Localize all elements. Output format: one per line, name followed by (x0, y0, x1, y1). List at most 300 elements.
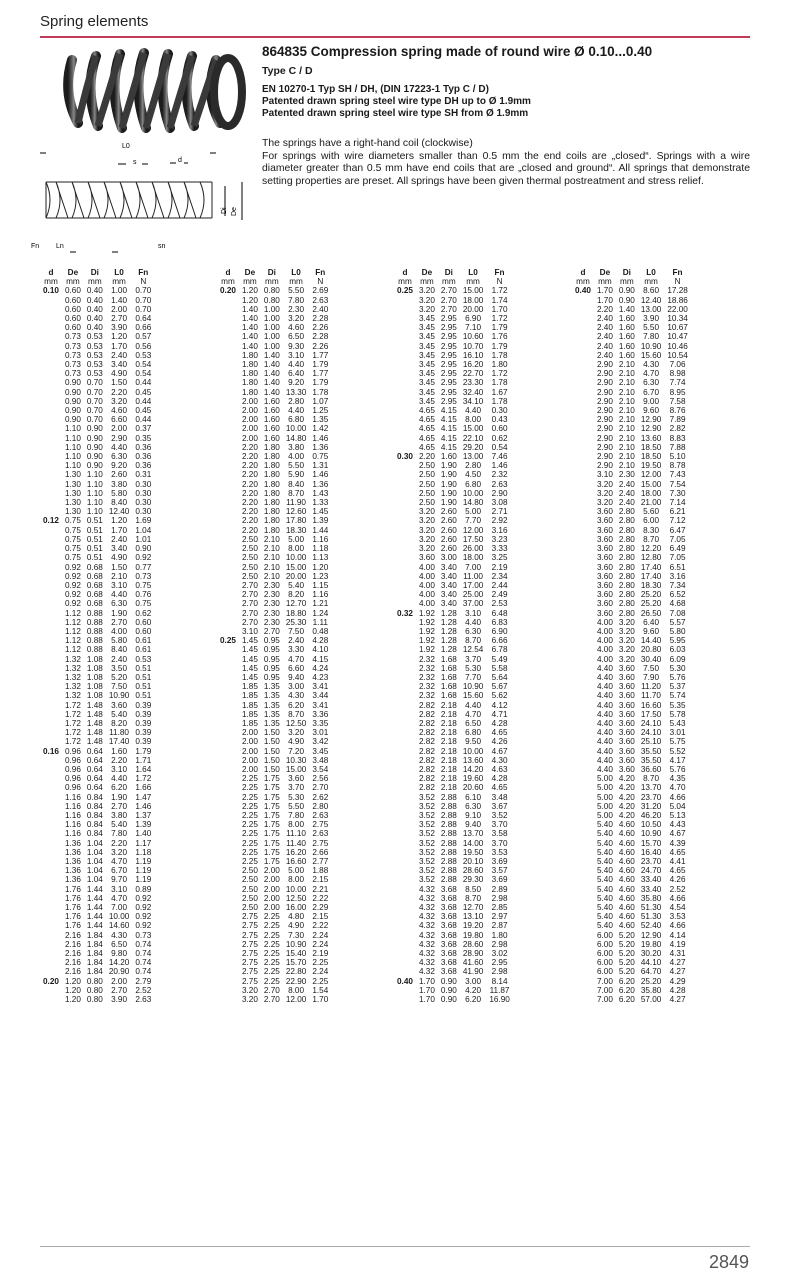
table-cell: 11.40 (286, 838, 306, 848)
table-cell (40, 526, 62, 535)
table-cell: 8.00 (288, 875, 305, 885)
table-cell (217, 507, 239, 516)
table-cell: 10.00 (285, 884, 307, 894)
table-cell: 0.92 (64, 580, 81, 590)
table-cell: 2.75 (312, 838, 329, 848)
table-cell (394, 314, 416, 323)
table-cell: 14.80 (285, 433, 307, 443)
table-cell: 6.90 (491, 626, 508, 636)
table-row (40, 903, 154, 912)
table-cell: 2.30 (263, 580, 280, 590)
table-cell: 1.50 (263, 764, 280, 774)
table-cell: 9.30 (288, 341, 305, 351)
table-row (40, 839, 154, 848)
table-cell: 3.20 (241, 985, 258, 995)
table-cell: 2.00 (111, 424, 128, 434)
table-cell: 2.56 (312, 774, 329, 784)
table-cell (40, 572, 62, 581)
spring-table (217, 268, 331, 1004)
table-cell: 1.60 (618, 314, 635, 324)
table-cell: 5.00 (596, 774, 613, 784)
column-unit: mm (88, 277, 102, 287)
table-row (217, 894, 331, 903)
spec-standard: EN 10270-1 Typ SH / DH, (DIN 17223-1 Typ C / D) (262, 84, 489, 95)
table-cell: 3.10 (111, 764, 128, 774)
table-row (572, 756, 691, 765)
table-cell: 3.20 (111, 396, 128, 406)
table-cell: 15.70 (285, 958, 307, 968)
table-row (40, 875, 154, 884)
table-cell (217, 314, 239, 323)
table-cell (217, 378, 239, 387)
table-cell (40, 369, 62, 378)
table-cell: 0.92 (135, 893, 152, 903)
table-row (40, 443, 154, 452)
table-row (217, 332, 331, 341)
table-cell: 12.00 (640, 470, 662, 480)
table-cell: 7.30 (288, 930, 305, 940)
table-cell (217, 526, 239, 535)
table-cell: 4.90 (288, 737, 305, 747)
table-cell: 1.36 (312, 442, 329, 452)
table-cell (40, 728, 62, 737)
table-row (40, 351, 154, 360)
table-header-row (572, 268, 691, 277)
table-cell: 5.30 (465, 663, 482, 673)
table-cell: 2.50 (241, 571, 258, 581)
table-row (572, 590, 691, 599)
table-header-row (217, 268, 331, 277)
table-cell: 3.52 (491, 810, 508, 820)
table-cell: 3.68 (440, 949, 457, 959)
table-cell: 4.28 (312, 636, 329, 646)
table-cell: 0.90 (86, 442, 103, 452)
table-row (394, 774, 513, 783)
table-cell: 5.30 (669, 663, 686, 673)
table-cell: 2.00 (241, 728, 258, 738)
table-cell: 10.00 (285, 553, 307, 563)
table-cell: 1.40 (135, 829, 152, 839)
table-cell: 3.10 (288, 350, 305, 360)
table-cell: 2.10 (618, 452, 635, 462)
table-cell: 4.40 (596, 663, 613, 673)
table-cell (40, 535, 62, 544)
table-cell: 4.60 (618, 838, 635, 848)
table-cell: 10.34 (667, 314, 688, 324)
table-cell (572, 885, 594, 894)
column-unit: mm (576, 277, 590, 287)
table-cell (572, 765, 594, 774)
table-row (217, 314, 331, 323)
table-cell (40, 737, 62, 746)
table-cell: 2.25 (263, 930, 280, 940)
table-row (394, 664, 513, 673)
table-cell: 8.83 (669, 433, 686, 443)
table-cell (217, 811, 239, 820)
table-cell: 6.50 (465, 718, 482, 728)
table-row (40, 627, 154, 636)
table-row (217, 701, 331, 710)
column-header: Di (444, 268, 453, 277)
table-row (572, 378, 691, 387)
table-cell: 2.88 (440, 866, 457, 876)
table-cell: 1.88 (312, 866, 329, 876)
table-cell (394, 829, 416, 838)
table-cell (217, 691, 239, 700)
table-cell (572, 894, 594, 903)
table-cell (572, 360, 594, 369)
table-row (572, 903, 691, 912)
table-cell: 1.76 (64, 912, 81, 922)
table-cell: 3.53 (491, 847, 508, 857)
table-cell: 2.00 (241, 415, 258, 425)
table-cell: 1.79 (491, 341, 508, 351)
table-cell: 2.70 (263, 985, 280, 995)
table-row (394, 691, 513, 700)
table-cell: 1.60 (263, 415, 280, 425)
table-cell: 1.10 (86, 488, 103, 498)
table-cell: 24.70 (640, 866, 662, 876)
column-header: Fn (315, 268, 326, 277)
table-cell: 2.82 (418, 728, 435, 738)
table-row (40, 526, 154, 535)
table-cell: 3.40 (440, 580, 457, 590)
table-cell: 0.90 (618, 295, 635, 305)
table-cell (217, 424, 239, 433)
table-cell (394, 967, 416, 976)
table-cell (217, 581, 239, 590)
table-cell: 2.24 (312, 939, 329, 949)
table-cell: 1.28 (440, 645, 457, 655)
table-cell: 1.36 (64, 866, 81, 876)
table-cell: 1.07 (312, 396, 329, 406)
table-row (572, 664, 691, 673)
table-cell: 3.52 (418, 801, 435, 811)
table-cell (572, 516, 594, 525)
table-cell: 11.70 (641, 691, 661, 701)
table-cell (40, 581, 62, 590)
table-cell: 2.70 (440, 304, 457, 314)
table-row (40, 424, 154, 433)
table-row (572, 296, 691, 305)
table-cell: 2.00 (263, 875, 280, 885)
table-row (572, 342, 691, 351)
table-cell (572, 903, 594, 912)
table-cell: 0.92 (135, 912, 152, 922)
table-cell: 3.60 (596, 525, 613, 535)
table-cell: 2.10 (263, 562, 280, 572)
table-cell: 6.30 (111, 599, 128, 609)
table-row (217, 581, 331, 590)
table-cell: 26.50 (640, 608, 662, 618)
table-cell: 3.60 (596, 562, 613, 572)
table-cell: 2.00 (263, 866, 280, 876)
table-cell: 3.52 (418, 810, 435, 820)
table-row (40, 958, 154, 967)
table-cell: 1.71 (135, 755, 152, 765)
table-cell: 1.92 (418, 617, 435, 627)
table-row (394, 848, 513, 857)
table-cell (217, 857, 239, 866)
table-cell: 6.52 (669, 590, 686, 600)
table-cell: 4.19 (669, 939, 686, 949)
table-cell: 1.32 (64, 663, 81, 673)
table-cell: 10.00 (108, 912, 130, 922)
table-cell: 3.45 (312, 746, 329, 756)
table-cell: 8.20 (288, 590, 305, 600)
table-cell: 0.96 (64, 755, 81, 765)
table-row (217, 535, 331, 544)
table-cell: 2.16 (64, 967, 81, 977)
table-cell: 3.20 (241, 995, 258, 1005)
table-cell (572, 719, 594, 728)
diagram-label-l0: L0 (122, 143, 130, 150)
table-cell: 3.68 (440, 958, 457, 968)
table-row (394, 424, 513, 433)
table-cell: 1.10 (64, 452, 81, 462)
table-cell: 1.10 (86, 479, 103, 489)
table-cell (217, 756, 239, 765)
table-row (40, 470, 154, 479)
table-cell: 2.25 (241, 847, 258, 857)
table-cell: 2.70 (241, 590, 258, 600)
table-cell: 1.40 (241, 341, 258, 351)
diagram-label-s: s (133, 159, 137, 166)
table-cell: 2.10 (618, 415, 635, 425)
table-cell: 2.40 (111, 350, 128, 360)
table-cell: 1.48 (86, 718, 103, 728)
table-cell: 0.60 (135, 617, 152, 627)
table-cell: 5.57 (669, 617, 686, 627)
table-row (217, 967, 331, 976)
table-cell: 4.32 (418, 884, 435, 894)
table-cell: 1.23 (312, 571, 329, 581)
table-cell: 1.16 (312, 534, 329, 544)
table-cell: 8.70 (288, 488, 305, 498)
table-cell: 4.60 (111, 406, 128, 416)
table-cell: 12.90 (640, 415, 662, 425)
table-cell: 1.72 (64, 700, 81, 710)
table-row (394, 655, 513, 664)
column-header: De (421, 268, 433, 277)
table-cell: 3.68 (440, 884, 457, 894)
table-cell: 2.10 (111, 571, 128, 581)
table-cell (572, 820, 594, 829)
table-cell: 3.20 (288, 314, 305, 324)
table-cell: 0.64 (86, 774, 103, 784)
table-cell (572, 452, 594, 461)
table-cell: 1.90 (111, 792, 128, 802)
table-cell: 0.40 (86, 304, 103, 314)
table-cell (394, 443, 416, 452)
table-cell (217, 323, 239, 332)
table-cell: 0.56 (135, 341, 152, 351)
table-cell (217, 489, 239, 498)
table-cell: 41.60 (462, 958, 484, 968)
table-cell: 11.87 (489, 985, 510, 995)
column-header: L0 (291, 268, 301, 277)
table-cell: 8.30 (643, 525, 660, 535)
table-cell (40, 498, 62, 507)
table-row (217, 940, 331, 949)
table-row (40, 645, 154, 654)
table-cell: 1.36 (64, 838, 81, 848)
table-cell: 2.75 (241, 939, 258, 949)
table-cell: 7.05 (669, 534, 686, 544)
table-cell: 2.10 (618, 360, 635, 370)
table-cell: 1.84 (86, 930, 103, 940)
table-cell: 2.00 (241, 396, 258, 406)
table-cell: 4.60 (618, 847, 635, 857)
table-cell: 2.00 (241, 737, 258, 747)
table-row (394, 544, 513, 553)
table-cell: 4.40 (596, 746, 613, 756)
table-cell: 1.16 (64, 820, 81, 830)
table-cell (394, 995, 416, 1004)
table-row (40, 452, 154, 461)
table-cell: 2.32 (491, 470, 508, 480)
table-row (572, 765, 691, 774)
table-row (394, 342, 513, 351)
table-cell: 2.40 (596, 350, 613, 360)
table-row (40, 912, 154, 921)
table-cell: 2.90 (596, 452, 613, 462)
table-row (572, 535, 691, 544)
table-cell: 1.85 (241, 718, 258, 728)
table-cell: 0.70 (135, 295, 152, 305)
table-cell: 2.18 (440, 755, 457, 765)
table-cell: 0.95 (263, 672, 280, 682)
table-cell: 5.50 (288, 461, 305, 471)
page-number: 2849 (708, 1252, 749, 1272)
table-row (572, 857, 691, 866)
table-cell: 4.70 (669, 783, 686, 793)
table-cell: 3.70 (491, 838, 508, 848)
table-cell: 2.25 (263, 958, 280, 968)
table-row (394, 599, 513, 608)
table-cell: 5.00 (596, 783, 613, 793)
table-cell: 3.53 (669, 912, 686, 922)
table-row (394, 581, 513, 590)
table-cell: 8.76 (669, 406, 686, 416)
table-cell: 2.75 (241, 930, 258, 940)
table-row (217, 526, 331, 535)
table-cell: 0.70 (86, 387, 103, 397)
table-cell (572, 829, 594, 838)
table-row (572, 986, 691, 995)
table-cell: 3.02 (491, 949, 508, 959)
table-cell: 0.96 (64, 764, 81, 774)
table-cell: 1.60 (263, 406, 280, 416)
table-units-row (394, 277, 513, 286)
table-cell: 4.26 (669, 875, 686, 885)
table-cell: 2.16 (64, 939, 81, 949)
table-cell: 1.32 (64, 682, 81, 692)
table-cell: 1.46 (135, 801, 152, 811)
table-row (572, 912, 691, 921)
table-cell: 2.10 (618, 378, 635, 388)
table-cell (40, 636, 62, 645)
table-cell (217, 829, 239, 838)
table-cell (217, 369, 239, 378)
table-cell: 3.10 (596, 470, 613, 480)
table-row (572, 701, 691, 710)
table-cell (394, 397, 416, 406)
table-cell: 0.36 (135, 461, 152, 471)
table-cell: 7.08 (669, 608, 686, 618)
table-cell (40, 903, 62, 912)
table-cell (572, 995, 594, 1004)
table-row (40, 710, 154, 719)
table-cell: 1.72 (64, 728, 81, 738)
table-cell: 1.10 (86, 507, 103, 517)
table-cell: 10.50 (640, 820, 662, 830)
table-cell: 2.19 (312, 949, 329, 959)
table-row (217, 443, 331, 452)
table-cell: 1.33 (312, 498, 329, 508)
table-cell: 4.32 (418, 930, 435, 940)
table-cell: 3.40 (440, 599, 457, 609)
table-cell: 3.60 (618, 700, 635, 710)
table-cell: 13.00 (640, 304, 662, 314)
table-cell: 2.40 (111, 654, 128, 664)
table-cell: 4.26 (491, 737, 508, 747)
table-cell: 3.60 (596, 580, 613, 590)
table-cell: 1.45 (241, 654, 258, 664)
table-cell: 1.04 (86, 875, 103, 885)
table-cell: 2.88 (440, 801, 457, 811)
table-cell: 2.18 (440, 718, 457, 728)
table-cell (40, 921, 62, 930)
table-row (40, 305, 154, 314)
table-cell: 0.20 (43, 976, 59, 986)
table-cell: 1.00 (111, 286, 128, 296)
column-unit: mm (221, 277, 235, 287)
table-cell: 2.95 (440, 360, 457, 370)
table-cell (40, 378, 62, 387)
table-cell: 3.45 (418, 396, 435, 406)
table-cell: 1.84 (86, 939, 103, 949)
table-row (394, 572, 513, 581)
table-cell: 7.06 (669, 360, 686, 370)
table-cell: 6.20 (618, 976, 635, 986)
table-cell: 3.68 (440, 939, 457, 949)
table-cell (40, 332, 62, 341)
table-row (40, 406, 154, 415)
table-cell: 0.96 (64, 774, 81, 784)
table-cell: 3.20 (418, 286, 435, 296)
table-cell: 1.13 (312, 553, 329, 563)
table-cell (394, 949, 416, 958)
table-cell: 0.40 (86, 295, 103, 305)
table-cell: 11.10 (286, 829, 306, 839)
table-cell: 8.70 (643, 534, 660, 544)
table-cell: 2.00 (241, 755, 258, 765)
table-row (40, 388, 154, 397)
table-cell (572, 369, 594, 378)
table-cell (40, 793, 62, 802)
table-cell: 2.90 (596, 406, 613, 416)
table-cell (394, 811, 416, 820)
table-row (217, 470, 331, 479)
table-cell: 2.32 (418, 654, 435, 664)
table-row (572, 636, 691, 645)
table-cell: 15.00 (640, 479, 662, 489)
table-row (572, 627, 691, 636)
table-cell: 2.50 (241, 903, 258, 913)
table-row (394, 931, 513, 940)
table-cell: 1.35 (263, 682, 280, 692)
